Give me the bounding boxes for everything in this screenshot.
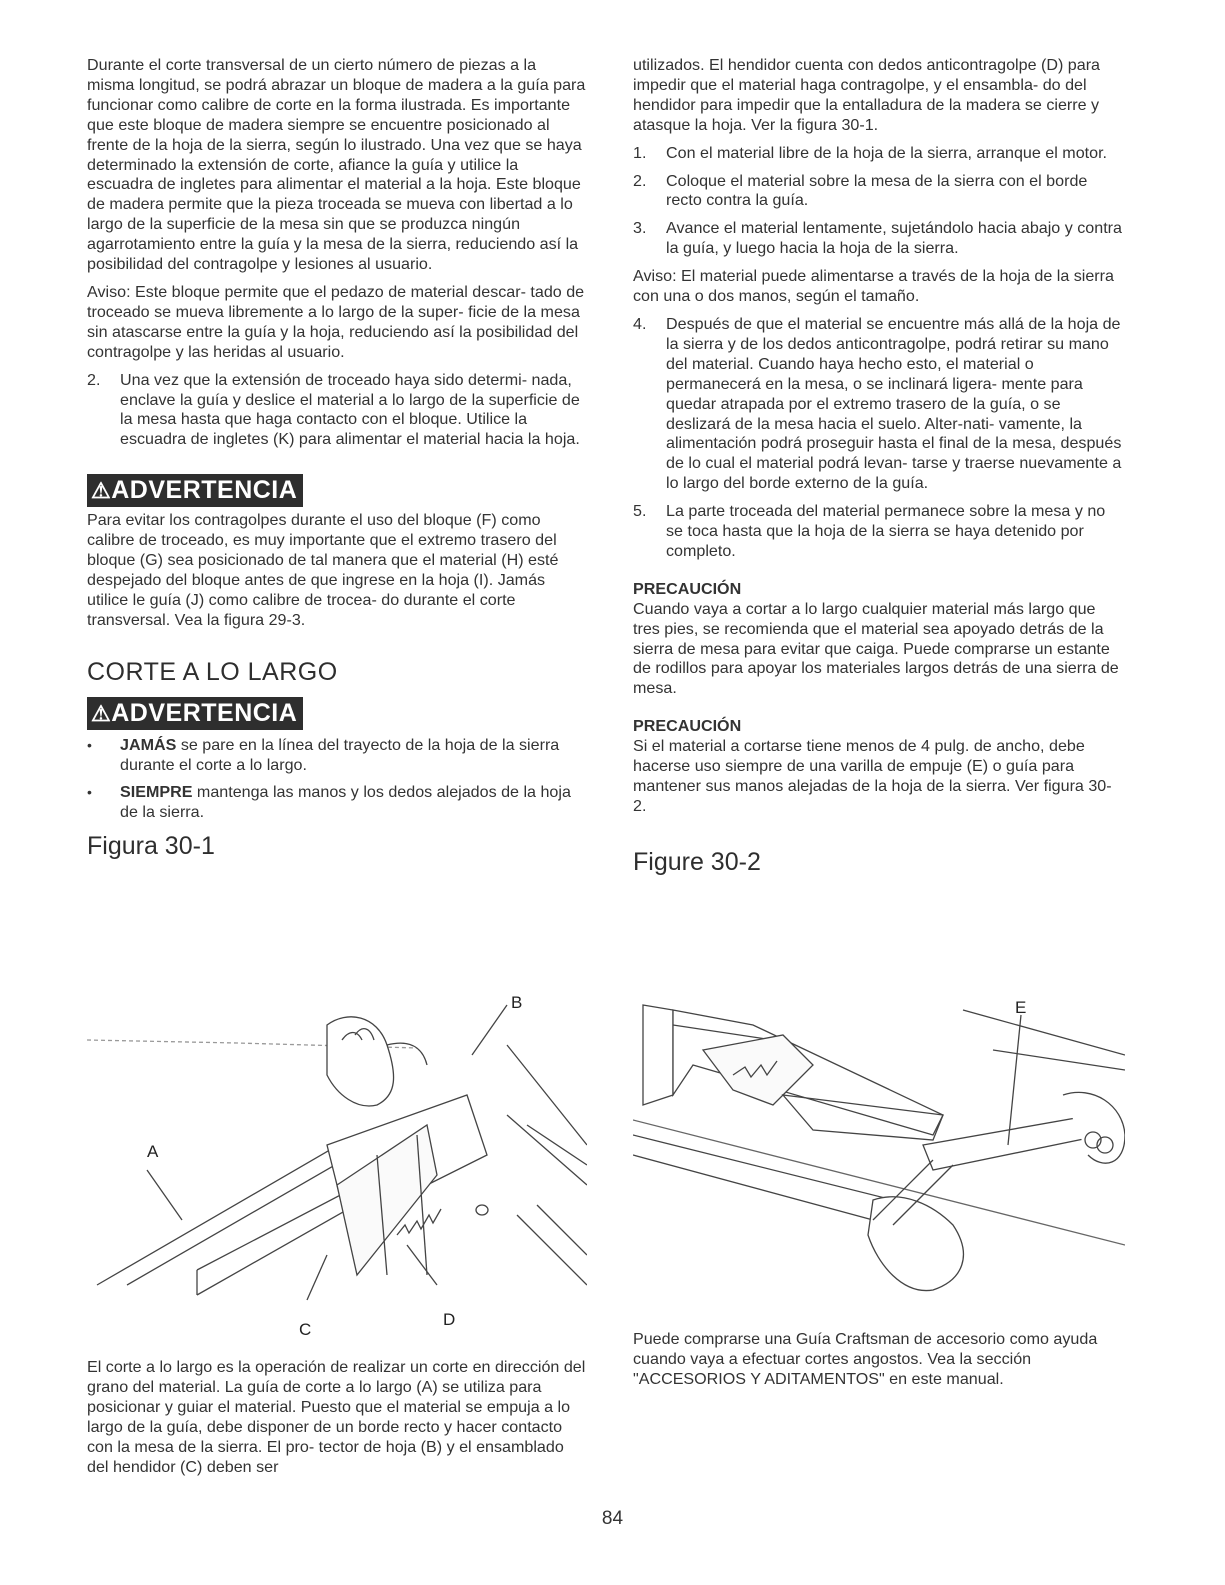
label-a: A <box>147 1142 159 1161</box>
label-e: E <box>1015 998 1027 1017</box>
bullet-icon: • <box>87 784 92 801</box>
figure-title: Figura 30-1 <box>87 832 215 861</box>
warning-text: Para evitar los contragolpes durante el uso del bloque (F) como calibre de troceado, es muy importante que el extremo trasero del bloque (G) sea posicionado de tal manera que el material (H) esté despejado del bloque antes de que ingrese en la hoja (I). Jamás utilice le guía (J) como calibre de trocea- do durante el corte transversal. Vea la figura 29-3. <box>87 511 559 629</box>
step-text: Después de que el material se encuentre más allá de la hoja de la sierra y de los dedos anticontragolpe, podrá retirar su mano del material. Cuando haya hecho esto, el material o permanecerá en la mesa, o se inclinará ligera- mente para quedar atrapada por el extremo trasero de la guía, o se deslizará de la mesa hacia el suelo. Alter-nati- vamente, la alimentación podrá proseguir hasta el final de la mesa, después de lo cual el material podrá levan- tarse y traerse nuevamente a lo largo del borde externo de la guía. <box>666 314 1122 493</box>
step-number: 3. <box>633 219 647 238</box>
step-1 <box>633 144 1125 164</box>
step-text: Avance el material lentamente, sujetándolo hacia abajo y contra la guía, y luego hacia la hoja de la sierra. <box>666 219 1122 258</box>
label-b: B <box>511 993 523 1012</box>
bullet-text: mantenga las manos y los dedos alejados de la hoja de la sierra. <box>120 783 571 822</box>
bullet-text: se pare en la línea del trayecto de la hoja de la sierra durante el corte a lo largo. <box>120 735 560 774</box>
step-number: 2. <box>87 370 101 389</box>
warning-triangle-icon: ⚠ <box>91 700 112 726</box>
label-c: C <box>299 1320 312 1335</box>
step-text: La parte troceada del material permanece sobre la mesa y no se toca hasta que la hoja de la sierra se haya detenido por completo. <box>666 502 1106 560</box>
paragraph-aviso-feed: Aviso: El material puede alimentarse a través de la hoja de la sierra con una o dos manos, según el tamaño. <box>633 267 1114 306</box>
paragraph-rip-cut: El corte a lo largo es la operación de realizar un corte en dirección del grano del material. La guía de corte a lo largo (A) se utiliza para posicionar y guiar el material. Puesto que el material se empuja a lo largo de la guía, debe disponer de un borde recto y hacer contacto con la mesa de la sierra. El pro- tector de hoja (B) y el ensamblado del hendidor (C) deben ser <box>87 1358 586 1476</box>
paragraph-craftsman-guide: Puede comprarse una Guía Craftsman de accesorio como ayuda cuando vaya a efectuar cortes angostos. Vea la sección "ACCESORIOS Y ADITAMENTOS" en este manual. <box>633 1330 1098 1388</box>
page-number: 84 <box>601 1508 624 1529</box>
caution-heading: PRECAUCIÓN <box>633 717 742 736</box>
step-3 <box>633 219 1125 259</box>
figure-title: Figure 30-2 <box>633 847 761 876</box>
step-2 <box>633 172 1125 212</box>
step-number: 5. <box>633 502 647 521</box>
caution-heading: PRECAUCIÓN <box>633 579 742 598</box>
caution-text: Cuando vaya a cortar a lo largo cualquier material más largo que tres pies, se recomienda que el material sea apoyado detrás de la sierra de mesa para evitar que caiga. Puede comprarse un estante de rodillos para apoyar los materiales largos detrás de una sierra de mesa. <box>633 599 1119 698</box>
paragraph-splitter: utilizados. El hendidor cuenta con dedos anticontragolpe (D) para impedir que el material haga contragolpe, y el ensambla- do del hendidor para impedir que la entalladura de la madera se cierre y atasque la hoja. Ver la figura 30-1. <box>633 56 1101 134</box>
warning-banner <box>87 474 303 507</box>
left-column <box>87 56 587 861</box>
step-2 <box>87 371 587 451</box>
right-bottom-text <box>633 1330 1125 1398</box>
figure-30-1-illustration <box>87 985 587 1335</box>
figure-30-2-illustration <box>633 995 1125 1305</box>
step-5 <box>633 502 1125 562</box>
step-number: 4. <box>633 314 647 333</box>
warning-label: ADVERTENCIA <box>111 476 298 505</box>
step-number: 2. <box>633 171 647 190</box>
paragraph-crosscut-block: Durante el corte transversal de un cierto número de piezas a la misma longitud, se podrá abrazar un bloque de madera a la guía para funcionar como calibre de corte en la forma ilustrada. Es importante que este bloque de madera siempre se encuentre posicionado al frente de la hoja de la sierra, según lo ilustrado. Una vez que se haya determinado la extensión de corte, afiance la guía y utilice la escuadra de ingletes para alimentar el material a la hoja. Este bloque de madera permite que la pieza troceada se mueva con libertad a lo largo de la superficie de la mesa sin que se produzca ningún agarrotamiento entre la guía y la mesa de la sierra, reduciendo así la posibilidad del contragolpe y lesiones al usuario. <box>87 56 586 274</box>
caution-text: Si el material a cortarse tiene menos de 4 pulg. de ancho, debe hacerse uso siempre de una varilla de empuje (E) o guía para mantener sus manos alejadas de la hoja de la sierra. Ver figura 30-2. <box>633 737 1112 815</box>
step-number: 1. <box>633 143 647 162</box>
step-4 <box>633 315 1125 494</box>
left-bottom-text <box>87 1358 587 1485</box>
bullet-bold: JAMÁS <box>120 735 177 754</box>
bullet-item <box>87 736 587 776</box>
bullet-icon: • <box>87 736 92 753</box>
right-column <box>633 56 1125 877</box>
step-text: Coloque el material sobre la mesa de la sierra con el borde recto contra la guía. <box>666 171 1088 210</box>
paragraph-aviso-block: Aviso: Este bloque permite que el pedazo de material descar- tado de troceado se mueva libremente a lo largo de la super- ficie de la mesa sin atascarse entre la guía y la hoja, reduciendo así la posibilidad del contragolpe y las heridas al usuario. <box>87 282 585 361</box>
warning-label: ADVERTENCIA <box>111 698 298 727</box>
step-text: Una vez que la extensión de troceado haya sido determi- nada, enclave la guía y deslice el material a lo largo de la superficie de la mesa hasta que haga contacto con el bloque. Utilice la escuadra de ingletes (K) para alimentar el material hacia la hoja. <box>120 370 580 449</box>
warning-triangle-icon: ⚠ <box>91 478 112 504</box>
warning-banner <box>87 697 303 730</box>
label-d: D <box>443 1310 456 1329</box>
section-heading: CORTE A LO LARGO <box>87 657 338 686</box>
bullet-bold: SIEMPRE <box>120 783 193 802</box>
bullet-item <box>87 783 587 823</box>
step-text: Con el material libre de la hoja de la sierra, arranque el motor. <box>666 143 1108 162</box>
